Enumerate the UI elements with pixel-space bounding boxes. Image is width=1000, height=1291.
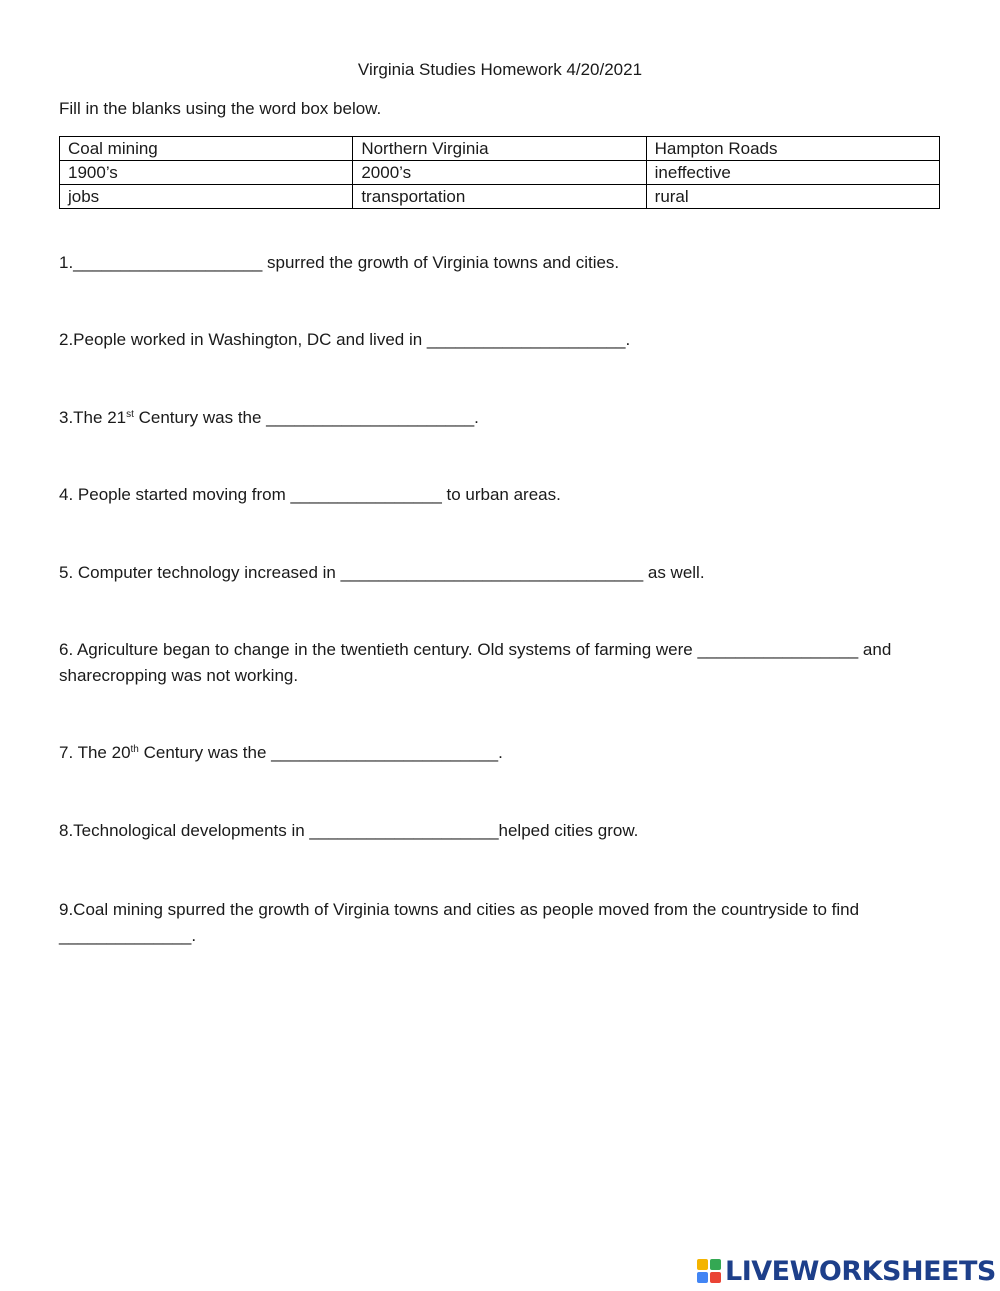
table-cell: Northern Virginia (353, 137, 646, 161)
question-2 (59, 327, 939, 353)
table-cell: rural (646, 185, 939, 209)
question-text: 6. Agriculture began to change in the twentieth century. Old systems of farming were _________________ and sharecropping was not working. (59, 640, 892, 685)
question-9 (59, 897, 939, 949)
logo-square (710, 1259, 721, 1270)
table-cell: Hampton Roads (646, 137, 939, 161)
question-text: Century was the ______________________. (133, 408, 479, 427)
question-1 (59, 250, 939, 276)
logo-square (697, 1272, 708, 1283)
question-text: 9.Coal mining spurred the growth of Virginia towns and cities as people moved from the countryside to find ______________. (59, 900, 860, 945)
liveworksheets-logo-icon (697, 1259, 721, 1283)
table-row (60, 185, 940, 209)
question-4 (59, 482, 939, 508)
question-text: 7. The 20 (59, 743, 131, 762)
table-cell: 1900’s (60, 161, 353, 185)
table-cell: transportation (353, 185, 646, 209)
question-7 (59, 740, 939, 766)
question-text: 4. People started moving from ________________ to urban areas. (59, 485, 561, 504)
page-title: Virginia Studies Homework 4/20/2021 (357, 60, 643, 79)
table-cell: Coal mining (60, 137, 353, 161)
liveworksheets-logo (697, 1254, 996, 1288)
question-text: 8.Technological developments in ____________________helped cities grow. (59, 821, 639, 840)
ordinal-superscript: th (130, 744, 139, 755)
logo-text: LIVEWORKSHEETS (725, 1255, 996, 1287)
logo-square (697, 1259, 708, 1270)
instructions: Fill in the blanks using the word box below. (59, 99, 382, 118)
question-text: 5. Computer technology increased in ________________________________ as well. (59, 563, 705, 582)
question-text: 1.____________________ spurred the growth of Virginia towns and cities. (59, 253, 620, 272)
word-box-table (59, 136, 940, 209)
ordinal-superscript: st (126, 409, 134, 420)
question-8 (59, 818, 939, 844)
question-5 (59, 560, 939, 586)
table-cell: ineffective (646, 161, 939, 185)
question-3 (59, 405, 939, 431)
table-cell: 2000’s (353, 161, 646, 185)
table-cell: jobs (60, 185, 353, 209)
table-row (60, 161, 940, 185)
table-row (60, 137, 940, 161)
question-text: Century was the ________________________. (138, 743, 503, 762)
logo-square (710, 1272, 721, 1283)
question-text: 2.People worked in Washington, DC and lived in _____________________. (59, 330, 631, 349)
question-text: 3.The 21 (59, 408, 127, 427)
question-6 (59, 637, 939, 689)
